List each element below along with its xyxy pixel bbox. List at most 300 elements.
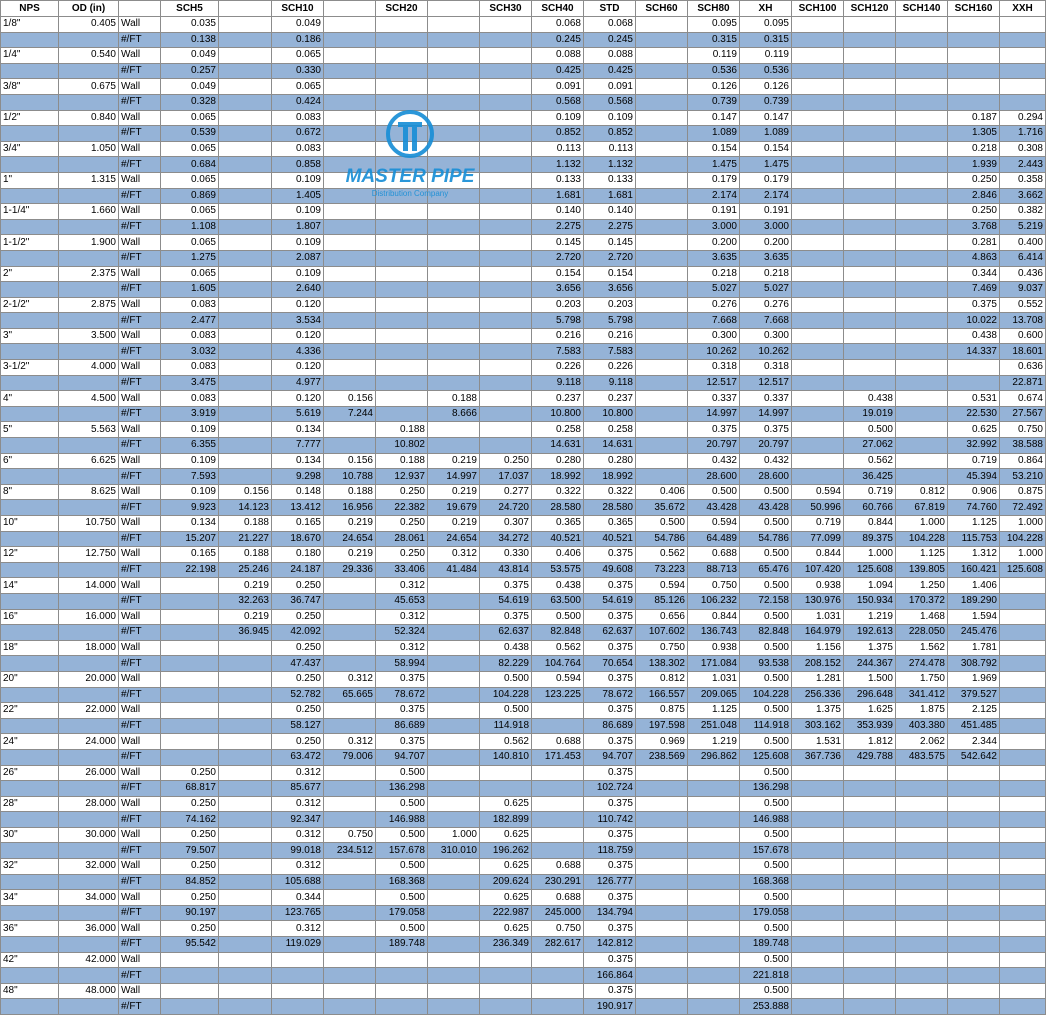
value-cell: 19.019: [844, 406, 896, 422]
value-cell: 18.601: [1000, 344, 1046, 360]
nps-cell: 8": [1, 484, 59, 500]
value-cell: 0.688: [532, 890, 584, 906]
od-cell: [59, 219, 119, 235]
value-cell: 303.162: [792, 718, 844, 734]
value-cell: 308.792: [948, 656, 1000, 672]
value-cell: [428, 593, 480, 609]
value-cell: [948, 937, 1000, 953]
value-cell: [792, 781, 844, 797]
value-cell: [480, 32, 532, 48]
value-cell: [428, 172, 480, 188]
value-cell: 4.863: [948, 250, 1000, 266]
nps-cell: [1, 718, 59, 734]
value-cell: 0.375: [948, 297, 1000, 313]
od-cell: [59, 32, 119, 48]
value-cell: 0.500: [740, 796, 792, 812]
value-cell: 0.165: [272, 516, 324, 532]
value-cell: [1000, 999, 1046, 1015]
value-cell: 0.147: [688, 110, 740, 126]
row-type-cell: Wall: [119, 734, 161, 750]
value-cell: 0.095: [740, 17, 792, 33]
header-col-6: [324, 1, 376, 17]
value-cell: [428, 188, 480, 204]
value-cell: [219, 749, 272, 765]
od-cell: [59, 188, 119, 204]
value-cell: [896, 968, 948, 984]
value-cell: [324, 141, 376, 157]
row-type-cell: Wall: [119, 297, 161, 313]
value-cell: 54.619: [584, 593, 636, 609]
value-cell: 0.109: [584, 110, 636, 126]
value-cell: [428, 671, 480, 687]
value-cell: 0.237: [584, 391, 636, 407]
value-cell: 0.147: [740, 110, 792, 126]
value-cell: [636, 360, 688, 376]
value-cell: [844, 859, 896, 875]
value-cell: 22.530: [948, 406, 1000, 422]
value-cell: [636, 188, 688, 204]
value-cell: [844, 250, 896, 266]
value-cell: 85.677: [272, 781, 324, 797]
value-cell: 110.742: [584, 812, 636, 828]
row-type-cell: Wall: [119, 204, 161, 220]
value-cell: [161, 968, 219, 984]
value-cell: [219, 952, 272, 968]
value-cell: 0.179: [740, 172, 792, 188]
value-cell: [792, 219, 844, 235]
value-cell: [428, 890, 480, 906]
value-cell: [636, 250, 688, 266]
od-cell: 0.675: [59, 79, 119, 95]
value-cell: [428, 609, 480, 625]
value-cell: 0.120: [272, 328, 324, 344]
value-cell: 0.562: [844, 453, 896, 469]
value-cell: [688, 921, 740, 937]
value-cell: 7.583: [584, 344, 636, 360]
value-cell: [324, 781, 376, 797]
value-cell: [896, 48, 948, 64]
value-cell: 0.500: [636, 516, 688, 532]
value-cell: [844, 937, 896, 953]
value-cell: [161, 999, 219, 1015]
value-cell: [1000, 718, 1046, 734]
table-row: [1, 609, 1046, 625]
row-type-cell: #/FT: [119, 313, 161, 329]
value-cell: 0.188: [324, 484, 376, 500]
value-cell: 5.027: [688, 282, 740, 298]
value-cell: [636, 796, 688, 812]
value-cell: [636, 391, 688, 407]
value-cell: 0.200: [688, 235, 740, 251]
nps-cell: [1, 562, 59, 578]
nps-cell: 1/4": [1, 48, 59, 64]
nps-cell: [1, 968, 59, 984]
value-cell: 0.500: [740, 765, 792, 781]
value-cell: [688, 843, 740, 859]
value-cell: [428, 656, 480, 672]
value-cell: 2.344: [948, 734, 1000, 750]
row-type-cell: Wall: [119, 796, 161, 812]
value-cell: 1.406: [948, 578, 1000, 594]
row-type-cell: #/FT: [119, 188, 161, 204]
value-cell: [1000, 94, 1046, 110]
table-row: [1, 859, 1046, 875]
value-cell: [161, 671, 219, 687]
value-cell: 9.923: [161, 500, 219, 516]
value-cell: 0.300: [688, 328, 740, 344]
value-cell: [844, 219, 896, 235]
value-cell: 65.476: [740, 562, 792, 578]
od-cell: [59, 94, 119, 110]
value-cell: [480, 422, 532, 438]
value-cell: [376, 360, 428, 376]
header-col-0: NPS: [1, 1, 59, 17]
value-cell: [428, 328, 480, 344]
value-cell: 7.244: [324, 406, 376, 422]
value-cell: 0.500: [740, 734, 792, 750]
value-cell: [324, 313, 376, 329]
value-cell: 136.298: [376, 781, 428, 797]
value-cell: [324, 17, 376, 33]
value-cell: 0.258: [532, 422, 584, 438]
row-type-cell: #/FT: [119, 531, 161, 547]
nps-cell: 5": [1, 422, 59, 438]
value-cell: 0.375: [584, 547, 636, 563]
value-cell: 0.500: [740, 484, 792, 500]
value-cell: 0.134: [161, 516, 219, 532]
value-cell: 189.748: [740, 937, 792, 953]
value-cell: [896, 282, 948, 298]
value-cell: 190.917: [584, 999, 636, 1015]
value-cell: 1.125: [688, 703, 740, 719]
value-cell: 0.500: [740, 640, 792, 656]
value-cell: 0.156: [324, 453, 376, 469]
nps-cell: [1, 375, 59, 391]
value-cell: 28.580: [584, 500, 636, 516]
value-cell: 0.134: [272, 453, 324, 469]
value-cell: 99.018: [272, 843, 324, 859]
value-cell: 10.800: [532, 406, 584, 422]
value-cell: 140.810: [480, 749, 532, 765]
value-cell: [688, 796, 740, 812]
od-cell: [59, 937, 119, 953]
value-cell: 0.719: [792, 516, 844, 532]
table-row: [1, 921, 1046, 937]
value-cell: 0.226: [584, 360, 636, 376]
value-cell: [376, 968, 428, 984]
value-cell: 0.438: [948, 328, 1000, 344]
nps-cell: 1/2": [1, 110, 59, 126]
value-cell: [636, 110, 688, 126]
value-cell: 2.443: [1000, 157, 1046, 173]
value-cell: 0.191: [688, 204, 740, 220]
value-cell: 60.766: [844, 500, 896, 516]
row-type-cell: Wall: [119, 703, 161, 719]
value-cell: 45.653: [376, 593, 428, 609]
value-cell: 0.969: [636, 734, 688, 750]
value-cell: [844, 126, 896, 142]
value-cell: 93.538: [740, 656, 792, 672]
od-cell: 1.900: [59, 235, 119, 251]
value-cell: [428, 204, 480, 220]
value-cell: [844, 375, 896, 391]
value-cell: 0.625: [480, 921, 532, 937]
value-cell: 5.219: [1000, 219, 1046, 235]
value-cell: [272, 952, 324, 968]
value-cell: 21.227: [219, 531, 272, 547]
row-type-cell: #/FT: [119, 593, 161, 609]
value-cell: [480, 344, 532, 360]
value-cell: [636, 874, 688, 890]
header-col-12: SCH60: [636, 1, 688, 17]
nps-cell: 12": [1, 547, 59, 563]
nps-cell: [1, 250, 59, 266]
value-cell: 82.848: [532, 625, 584, 641]
value-cell: 10.022: [948, 313, 1000, 329]
value-cell: [792, 999, 844, 1015]
value-cell: 0.425: [532, 63, 584, 79]
nps-cell: 1-1/4": [1, 204, 59, 220]
value-cell: [896, 952, 948, 968]
header-col-16: SCH120: [844, 1, 896, 17]
value-cell: 1.375: [844, 640, 896, 656]
value-cell: 0.219: [324, 547, 376, 563]
value-cell: 0.312: [324, 671, 376, 687]
table-row: [1, 578, 1046, 594]
value-cell: 62.637: [584, 625, 636, 641]
od-cell: 0.540: [59, 48, 119, 64]
od-cell: 18.000: [59, 640, 119, 656]
nps-cell: 4": [1, 391, 59, 407]
value-cell: 146.988: [740, 812, 792, 828]
value-cell: [480, 94, 532, 110]
value-cell: [896, 921, 948, 937]
value-cell: 0.312: [324, 734, 376, 750]
value-cell: 72.492: [1000, 500, 1046, 516]
value-cell: [324, 235, 376, 251]
value-cell: 0.133: [532, 172, 584, 188]
value-cell: 0.500: [688, 484, 740, 500]
value-cell: [428, 235, 480, 251]
value-cell: 256.336: [792, 687, 844, 703]
value-cell: 0.120: [272, 360, 324, 376]
value-cell: [948, 94, 1000, 110]
value-cell: 1.468: [896, 609, 948, 625]
od-cell: [59, 687, 119, 703]
value-cell: 0.536: [688, 63, 740, 79]
value-cell: [948, 360, 1000, 376]
value-cell: 209.065: [688, 687, 740, 703]
value-cell: [688, 812, 740, 828]
value-cell: [428, 48, 480, 64]
row-type-cell: Wall: [119, 48, 161, 64]
value-cell: 0.365: [532, 516, 584, 532]
value-cell: [480, 235, 532, 251]
value-cell: 0.200: [740, 235, 792, 251]
value-cell: [896, 328, 948, 344]
value-cell: [324, 328, 376, 344]
value-cell: [844, 983, 896, 999]
row-type-cell: Wall: [119, 141, 161, 157]
value-cell: 1.031: [792, 609, 844, 625]
value-cell: [636, 999, 688, 1015]
value-cell: 9.118: [532, 375, 584, 391]
value-cell: [219, 999, 272, 1015]
value-cell: [376, 952, 428, 968]
od-cell: 4.000: [59, 360, 119, 376]
value-cell: [844, 781, 896, 797]
value-cell: 27.062: [844, 438, 896, 454]
value-cell: 136.743: [688, 625, 740, 641]
value-cell: [532, 968, 584, 984]
nps-cell: [1, 313, 59, 329]
value-cell: [428, 640, 480, 656]
nps-cell: [1, 126, 59, 142]
value-cell: [161, 983, 219, 999]
value-cell: 0.083: [161, 297, 219, 313]
value-cell: 0.500: [376, 921, 428, 937]
value-cell: [324, 282, 376, 298]
od-cell: 1.660: [59, 204, 119, 220]
value-cell: [324, 890, 376, 906]
value-cell: [636, 859, 688, 875]
table-row: [1, 718, 1046, 734]
value-cell: [792, 63, 844, 79]
value-cell: [896, 983, 948, 999]
value-cell: 1.812: [844, 734, 896, 750]
value-cell: [1000, 796, 1046, 812]
table-row: [1, 562, 1046, 578]
value-cell: [480, 781, 532, 797]
table-row: [1, 781, 1046, 797]
value-cell: 0.109: [272, 172, 324, 188]
value-cell: [792, 905, 844, 921]
value-cell: 10.262: [688, 344, 740, 360]
value-cell: 0.375: [584, 609, 636, 625]
value-cell: [636, 328, 688, 344]
value-cell: [219, 266, 272, 282]
value-cell: [532, 812, 584, 828]
value-cell: 82.848: [740, 625, 792, 641]
value-cell: 45.394: [948, 469, 1000, 485]
row-type-cell: #/FT: [119, 469, 161, 485]
value-cell: 0.154: [688, 141, 740, 157]
value-cell: [636, 983, 688, 999]
value-cell: 74.162: [161, 812, 219, 828]
value-cell: 0.191: [740, 204, 792, 220]
value-cell: 0.294: [1000, 110, 1046, 126]
value-cell: [948, 796, 1000, 812]
value-cell: 0.875: [636, 703, 688, 719]
value-cell: 0.375: [376, 734, 428, 750]
value-cell: 0.562: [480, 734, 532, 750]
value-cell: 0.852: [532, 126, 584, 142]
nps-cell: 2": [1, 266, 59, 282]
value-cell: [896, 843, 948, 859]
value-cell: [324, 796, 376, 812]
value-cell: [792, 204, 844, 220]
value-cell: [219, 781, 272, 797]
value-cell: [219, 79, 272, 95]
value-cell: 0.875: [1000, 484, 1046, 500]
value-cell: 107.602: [636, 625, 688, 641]
nps-cell: 22": [1, 703, 59, 719]
value-cell: 0.188: [428, 391, 480, 407]
value-cell: [636, 126, 688, 142]
value-cell: 42.092: [272, 625, 324, 641]
od-cell: [59, 282, 119, 298]
value-cell: [324, 360, 376, 376]
value-cell: 296.648: [844, 687, 896, 703]
value-cell: 38.588: [1000, 438, 1046, 454]
value-cell: 0.109: [272, 204, 324, 220]
value-cell: [896, 781, 948, 797]
od-cell: 1.315: [59, 172, 119, 188]
value-cell: 1.108: [161, 219, 219, 235]
value-cell: [376, 983, 428, 999]
row-type-cell: Wall: [119, 360, 161, 376]
row-type-cell: #/FT: [119, 406, 161, 422]
value-cell: [948, 63, 1000, 79]
value-cell: 0.109: [161, 453, 219, 469]
value-cell: 164.979: [792, 625, 844, 641]
row-type-cell: Wall: [119, 17, 161, 33]
value-cell: 0.245: [584, 32, 636, 48]
table-row: [1, 48, 1046, 64]
value-cell: [896, 360, 948, 376]
value-cell: 1.625: [844, 703, 896, 719]
header-col-9: SCH30: [480, 1, 532, 17]
value-cell: 0.750: [1000, 422, 1046, 438]
value-cell: 0.375: [740, 422, 792, 438]
value-cell: 0.065: [161, 141, 219, 157]
value-cell: [376, 406, 428, 422]
od-cell: 20.000: [59, 671, 119, 687]
value-cell: [792, 859, 844, 875]
value-cell: 78.672: [584, 687, 636, 703]
value-cell: 0.594: [532, 671, 584, 687]
value-cell: 0.375: [584, 578, 636, 594]
table-row: [1, 110, 1046, 126]
value-cell: [428, 765, 480, 781]
value-cell: [948, 79, 1000, 95]
value-cell: 3.000: [740, 219, 792, 235]
value-cell: 1.750: [896, 671, 948, 687]
value-cell: 0.219: [219, 578, 272, 594]
value-cell: [376, 266, 428, 282]
value-cell: [219, 469, 272, 485]
value-cell: [636, 921, 688, 937]
nps-cell: 32": [1, 859, 59, 875]
value-cell: 0.154: [584, 266, 636, 282]
value-cell: 47.437: [272, 656, 324, 672]
value-cell: [532, 781, 584, 797]
nps-cell: 48": [1, 983, 59, 999]
value-cell: [636, 17, 688, 33]
value-cell: [376, 110, 428, 126]
value-cell: 82.229: [480, 656, 532, 672]
value-cell: 22.198: [161, 562, 219, 578]
value-cell: [844, 874, 896, 890]
od-cell: [59, 874, 119, 890]
value-cell: 0.688: [688, 547, 740, 563]
nps-cell: 3/4": [1, 141, 59, 157]
value-cell: [636, 905, 688, 921]
value-cell: 6.414: [1000, 250, 1046, 266]
value-cell: 0.656: [636, 609, 688, 625]
value-cell: [688, 952, 740, 968]
value-cell: 0.539: [161, 126, 219, 142]
